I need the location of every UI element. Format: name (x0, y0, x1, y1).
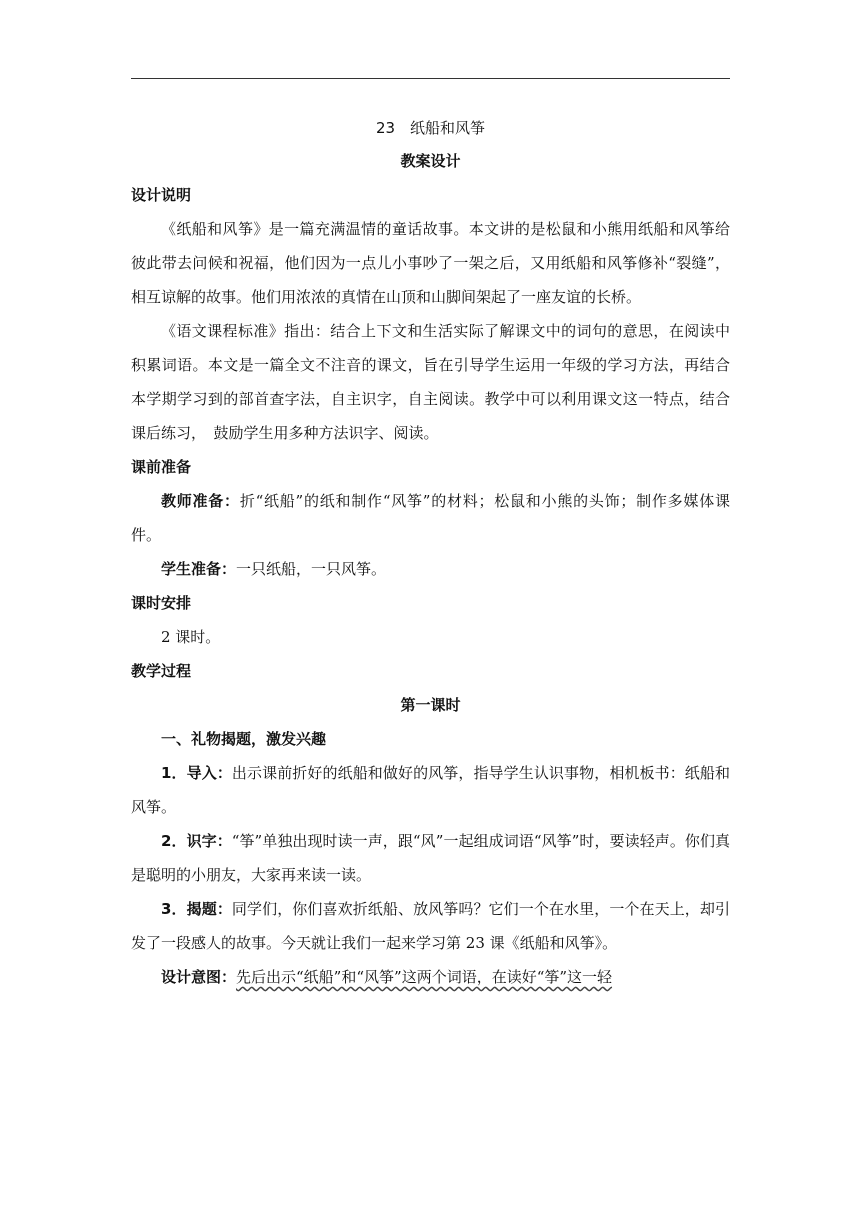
process-item-text: 出示课前折好的纸船和做好的风筝，指导学生认识事物，相机板书：纸船和风筝。 (131, 764, 730, 816)
part-one-heading: 一、礼物揭题，激发兴趣 (161, 730, 327, 748)
heading-design-notes: 设计说明 (131, 186, 192, 204)
design-intent-label: 设计意图： (161, 968, 237, 986)
student-preparation-text: 一只纸船，一只风筝。 (236, 560, 387, 578)
lesson-one-heading: 第一课时 (400, 696, 461, 714)
process-item (131, 824, 730, 892)
process-item (131, 756, 730, 824)
header-rule (131, 78, 730, 79)
student-preparation-label: 学生准备： (161, 560, 237, 578)
heading-preparation: 课前准备 (131, 458, 192, 476)
student-preparation (131, 552, 730, 586)
process-item-label: 1．导入： (161, 764, 232, 782)
process-item-text: “筝”单独出现时读一声，跟“风”一起组成词语“风筝”时，要读轻声。你们真是聪明的小朋友，大家再来读一读。 (131, 832, 731, 884)
schedule-text: 2 课时。 (161, 628, 221, 646)
design-notes-paragraph-1: 《纸船和风筝》是一篇充满温情的童话故事。本文讲的是松鼠和小熊用纸船和风筝给彼此带去问候和祝福，他们因为一点儿小事吵了一架之后，又用纸船和风筝修补“裂缝”，相互谅解的故事。他们用浓浓的真情在山顶和山脚间架起了一座友谊的长桥。 (131, 220, 730, 306)
document-body (131, 112, 730, 994)
teacher-preparation-label: 教师准备： (161, 492, 240, 510)
design-intent-text: 先后出示“纸船”和“风筝”这两个词语，在读好“筝”这一轻 (236, 968, 613, 986)
teacher-preparation (131, 484, 730, 552)
lesson-subtitle: 教案设计 (400, 152, 461, 170)
design-intent (131, 960, 730, 994)
process-item-label: 2．识字： (161, 832, 232, 850)
process-item-text: 同学们，你们喜欢折纸船、放风筝吗？它们一个在水里，一个在天上，却引发了一段感人的故事。今天就让我们一起来学习第 23 课《纸船和风筝》。 (131, 900, 730, 952)
process-item (131, 892, 730, 960)
heading-schedule: 课时安排 (131, 594, 192, 612)
process-item-label: 3．揭题： (161, 900, 232, 918)
design-notes-paragraph-2: 《语文课程标准》指出：结合上下文和生活实际了解课文中的词句的意思，在阅读中积累词语。本文是一篇全文不注音的课文，旨在引导学生运用一年级的学习方法，再结合本学期学习到的部首查字法，自主识字，自主阅读。教学中可以利用课文这一特点，结合课后练习， 鼓励学生用多种方法识字、阅读。 (131, 322, 730, 442)
heading-process: 教学过程 (131, 662, 192, 680)
lesson-title: 23 纸船和风筝 (375, 119, 486, 137)
teacher-preparation-text: 折“纸船”的纸和制作“风筝”的材料；松鼠和小熊的头饰；制作多媒体课件。 (131, 492, 730, 544)
